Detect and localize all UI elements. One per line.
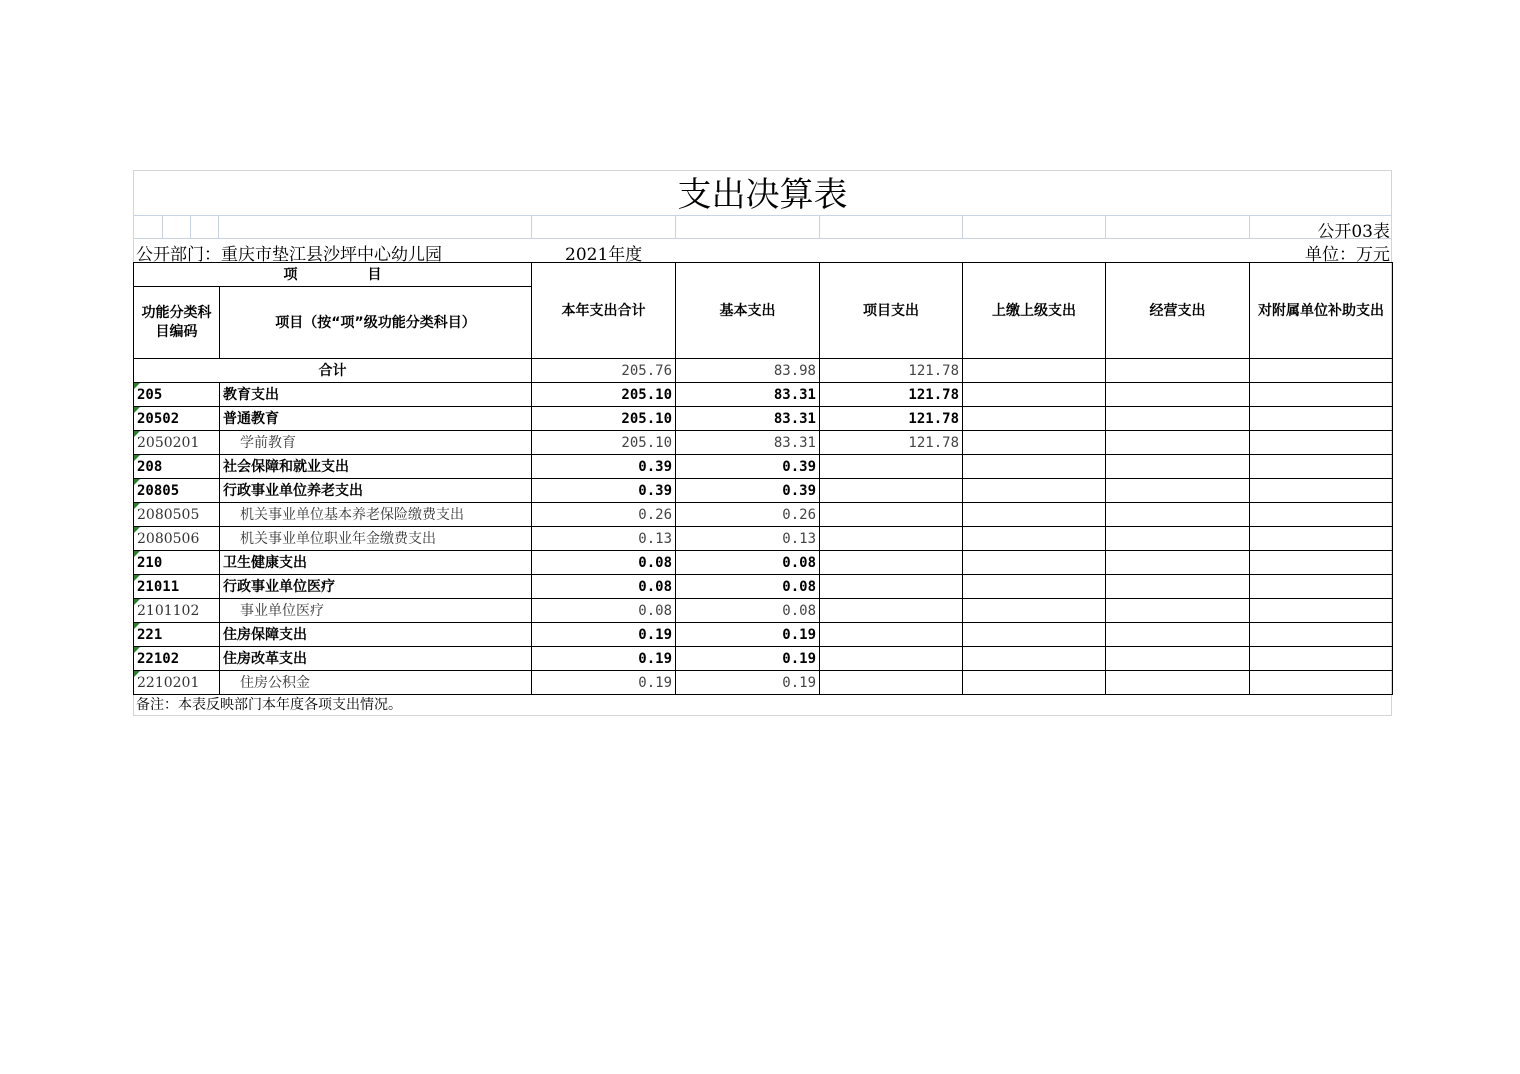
grid-line [133, 238, 1392, 239]
row-name: 机关事业单位基本养老保险缴费支出 [220, 503, 532, 527]
total-subsidy [1250, 359, 1393, 383]
row-project [820, 575, 963, 599]
header-project: 项目支出 [820, 263, 963, 359]
row-business [1106, 431, 1250, 455]
row-basic: 0.19 [676, 671, 820, 695]
row-code-text: 2101102 [137, 602, 200, 619]
table-row [134, 551, 1393, 575]
total-basic: 83.98 [676, 359, 820, 383]
row-code-text: 22102 [137, 650, 180, 667]
table-row [134, 599, 1393, 623]
row-upper [963, 383, 1106, 407]
row-basic: 83.31 [676, 431, 820, 455]
row-upper [963, 431, 1106, 455]
row-code-text: 2080505 [137, 506, 200, 523]
row-code [134, 383, 220, 407]
header-total: 本年支出合计 [532, 263, 676, 359]
grid-line [675, 215, 676, 238]
table-row [134, 431, 1393, 455]
row-name: 社会保障和就业支出 [220, 455, 532, 479]
row-upper [963, 551, 1106, 575]
row-code-text: 210 [137, 554, 163, 571]
row-name: 卫生健康支出 [220, 551, 532, 575]
row-code-text: 208 [137, 458, 163, 475]
total-total: 205.76 [532, 359, 676, 383]
row-code [134, 623, 220, 647]
row-project [820, 623, 963, 647]
row-project: 121.78 [820, 407, 963, 431]
row-project [820, 503, 963, 527]
row-subsidy [1250, 479, 1393, 503]
header-upper: 上缴上级支出 [963, 263, 1106, 359]
row-name: 学前教育 [220, 431, 532, 455]
row-project [820, 599, 963, 623]
row-code [134, 407, 220, 431]
row-subsidy [1250, 383, 1393, 407]
row-code [134, 431, 220, 455]
cell-marker-icon [134, 575, 140, 581]
row-name: 普通教育 [220, 407, 532, 431]
table-row [134, 503, 1393, 527]
page-title: 支出决算表 [677, 175, 848, 215]
row-basic: 0.39 [676, 455, 820, 479]
table-row [134, 407, 1393, 431]
row-business [1106, 671, 1250, 695]
row-subsidy [1250, 503, 1393, 527]
row-business [1106, 551, 1250, 575]
row-total: 0.26 [532, 503, 676, 527]
row-code-text: 20805 [137, 482, 180, 499]
cell-marker-icon [134, 647, 140, 653]
row-subsidy [1250, 455, 1393, 479]
row-upper [963, 407, 1106, 431]
table-row [134, 575, 1393, 599]
row-code [134, 479, 220, 503]
row-code [134, 455, 220, 479]
table-row [134, 623, 1393, 647]
row-upper [963, 575, 1106, 599]
row-subsidy [1250, 407, 1393, 431]
row-code [134, 647, 220, 671]
row-name: 事业单位医疗 [220, 599, 532, 623]
row-code [134, 503, 220, 527]
row-code-text: 221 [137, 626, 163, 643]
row-upper [963, 455, 1106, 479]
row-code [134, 575, 220, 599]
total-upper [963, 359, 1106, 383]
table-row [134, 527, 1393, 551]
header-name: 项目（按“项”级功能分类科目） [220, 287, 532, 359]
row-business [1106, 575, 1250, 599]
row-subsidy [1250, 671, 1393, 695]
row-basic: 0.39 [676, 479, 820, 503]
row-name: 住房改革支出 [220, 647, 532, 671]
row-code [134, 599, 220, 623]
grid-line [190, 215, 191, 238]
row-name: 行政事业单位医疗 [220, 575, 532, 599]
footnote: 备注：本表反映部门本年度各项支出情况。 [136, 697, 402, 713]
row-code-text: 21011 [137, 578, 180, 595]
row-code-text: 20502 [137, 410, 180, 427]
row-project: 121.78 [820, 431, 963, 455]
header-project-group: 项 目 [134, 263, 532, 287]
row-total: 0.19 [532, 623, 676, 647]
row-code-text: 2210201 [137, 674, 200, 691]
cell-marker-icon [134, 383, 140, 389]
row-upper [963, 527, 1106, 551]
row-name: 教育支出 [220, 383, 532, 407]
header-subsidy: 对附属单位补助支出 [1250, 263, 1393, 359]
cell-marker-icon [134, 455, 140, 461]
row-business [1106, 503, 1250, 527]
cell-marker-icon [134, 623, 140, 629]
header-basic: 基本支出 [676, 263, 820, 359]
grid-line [218, 215, 219, 238]
cell-marker-icon [134, 551, 140, 557]
row-total: 0.08 [532, 575, 676, 599]
table-row [134, 455, 1393, 479]
row-business [1106, 647, 1250, 671]
row-total: 0.08 [532, 551, 676, 575]
row-business [1106, 455, 1250, 479]
row-total: 205.10 [532, 431, 676, 455]
row-business [1106, 527, 1250, 551]
table-row [134, 479, 1393, 503]
row-subsidy [1250, 623, 1393, 647]
row-basic: 83.31 [676, 383, 820, 407]
row-total: 0.39 [532, 455, 676, 479]
header-business: 经营支出 [1106, 263, 1250, 359]
row-subsidy [1250, 527, 1393, 551]
grid-line [819, 215, 820, 238]
row-total: 0.19 [532, 647, 676, 671]
row-subsidy [1250, 575, 1393, 599]
row-project [820, 671, 963, 695]
table-number: 公开03表 [1317, 222, 1390, 242]
row-project [820, 647, 963, 671]
row-upper [963, 623, 1106, 647]
cell-marker-icon [134, 431, 140, 437]
unit-label: 单位：万元 [1305, 245, 1390, 265]
row-subsidy [1250, 551, 1393, 575]
row-business [1106, 599, 1250, 623]
row-total: 0.39 [532, 479, 676, 503]
grid-line [531, 215, 532, 238]
row-upper [963, 599, 1106, 623]
row-project [820, 551, 963, 575]
row-name: 机关事业单位职业年金缴费支出 [220, 527, 532, 551]
expenditure-table [133, 262, 1393, 695]
grid-line [962, 215, 963, 238]
row-basic: 0.19 [676, 623, 820, 647]
row-project [820, 479, 963, 503]
row-total: 0.19 [532, 671, 676, 695]
row-name: 住房公积金 [220, 671, 532, 695]
row-total: 0.08 [532, 599, 676, 623]
cell-marker-icon [134, 527, 140, 533]
row-code [134, 551, 220, 575]
total-project: 121.78 [820, 359, 963, 383]
row-name: 住房保障支出 [220, 623, 532, 647]
row-upper [963, 647, 1106, 671]
row-total: 0.13 [532, 527, 676, 551]
cell-marker-icon [134, 599, 140, 605]
row-basic: 0.08 [676, 551, 820, 575]
grid-line [1105, 215, 1106, 238]
cell-marker-icon [134, 503, 140, 509]
cell-marker-icon [134, 407, 140, 413]
row-upper [963, 671, 1106, 695]
row-name: 行政事业单位养老支出 [220, 479, 532, 503]
total-business [1106, 359, 1250, 383]
cell-marker-icon [134, 671, 140, 677]
row-total: 205.10 [532, 407, 676, 431]
total-row [134, 359, 1393, 383]
row-subsidy [1250, 431, 1393, 455]
header-code: 功能分类科目编码 [134, 287, 220, 359]
row-business [1106, 479, 1250, 503]
row-code [134, 527, 220, 551]
cell-marker-icon [134, 479, 140, 485]
row-business [1106, 407, 1250, 431]
grid-line [1249, 215, 1250, 238]
row-basic: 83.31 [676, 407, 820, 431]
row-business [1106, 383, 1250, 407]
year-label: 2021年度 [565, 245, 643, 265]
row-upper [963, 503, 1106, 527]
row-upper [963, 479, 1106, 503]
row-subsidy [1250, 599, 1393, 623]
table-row [134, 383, 1393, 407]
row-code-text: 205 [137, 386, 163, 403]
row-project: 121.78 [820, 383, 963, 407]
table-row [134, 647, 1393, 671]
row-total: 205.10 [532, 383, 676, 407]
row-basic: 0.08 [676, 599, 820, 623]
row-code-text: 2050201 [137, 434, 200, 451]
row-project [820, 455, 963, 479]
row-basic: 0.08 [676, 575, 820, 599]
total-label: 合计 [134, 359, 532, 383]
row-business [1106, 623, 1250, 647]
row-basic: 0.19 [676, 647, 820, 671]
row-basic: 0.13 [676, 527, 820, 551]
department-label: 公开部门：重庆市垫江县沙坪中心幼儿园 [136, 245, 442, 265]
row-subsidy [1250, 647, 1393, 671]
table-row [134, 671, 1393, 695]
grid-line [162, 215, 163, 238]
row-code-text: 2080506 [137, 530, 200, 547]
row-code [134, 671, 220, 695]
row-basic: 0.26 [676, 503, 820, 527]
row-project [820, 527, 963, 551]
